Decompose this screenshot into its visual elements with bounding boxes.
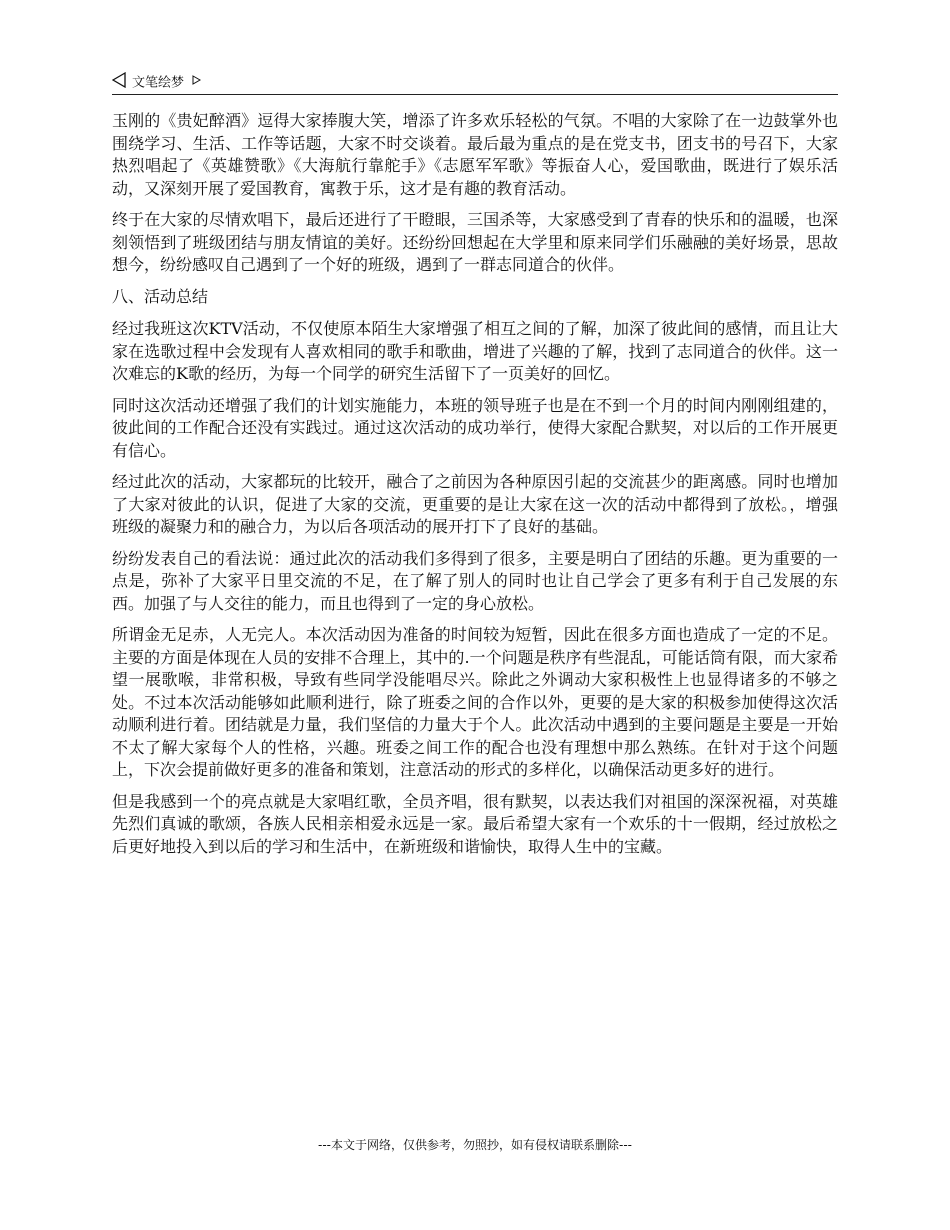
paragraph: 终于在大家的尽情欢唱下，最后还进行了干瞪眼，三国杀等，大家感受到了青春的快乐和的温暖，也深刻领悟到了班级团结与朋友情谊的美好。还纷纷回想起在大学里和原来同学们乐融融的美好场景，思故想今，纷纷感叹自己遇到了一个好的班级，遇到了一群志同道合的伙伴。 [112,210,838,274]
paragraph: 所谓金无足赤，人无完人。本次活动因为准备的时间较为短暂，因此在很多方面也造成了一定的不足。主要的方面是体现在人员的安排不合理上，其中的.一个问题是秩序有些混乱，可能话筒有限，而大家希望一展歌喉，非常积极，导致有些同学没能唱尽兴。除此之外调动大家积极性上也显得诸多的不够之处。不过本次活动能够如此顺利进行，除了班委之间的合作以外，更要的是大家的积极参加使得这次活动顺利进行着。团结就是力量，我们坚信的力量大于个人。此次活动中遇到的主要问题是主要是一开始不太了解大家每个人的性格，兴趣。班委之间工作的配合也没有理想中那么熟练。在针对于这个问题上，下次会提前做好更多的准备和策划，注意活动的形式的多样化，以确保活动更多好的进行。 [112,625,838,779]
paragraph: 同时这次活动还增强了我们的计划实施能力，本班的领导班子也是在不到一个月的时间内刚刚组建的，彼此间的工作配合还没有实践过。通过这次活动的成功举行，使得大家配合默契，对以后的工作开展更有信心。 [112,395,838,460]
paragraph: 但是我感到一个的亮点就是大家唱红歌，全员齐唱，很有默契，以表达我们对祖国的深深祝福，对英雄先烈们真诚的歌颂，各族人民相亲相爱永远是一家。最后希望大家有一个欢乐的十一假期，经过放松之后更好地投入到以后的学习和生活中，在新班级和谐愉快，取得人生中的宝藏。 [112,791,838,856]
paragraph: 玉刚的《贵妃醉酒》逗得大家捧腹大笑，增添了许多欢乐轻松的气氛。不唱的大家除了在一边鼓掌外也围绕学习、生活、工作等话题，大家不时交谈着。最后最为重点的是在党支书，团支书的号召下，大家热烈唱起了《英雄赞歌》《大海航行靠舵手》《志愿军军歌》等振奋人心，爱国歌曲，既进行了娱乐活动，又深刻开展了爱国教育，寓教于乐，这才是有趣的教育活动。 [112,111,838,198]
triangle-right-small-icon [192,72,201,92]
page-header [112,72,838,95]
footer-disclaimer: ---本文于网络，仅供参考，勿照抄，如有侵权请联系删除--- [318,1138,632,1152]
paragraph: 经过此次的活动，大家都玩的比较开，融合了之前因为各种原因引起的交流甚少的距离感。同时也增加了大家对彼此的认识，促进了大家的交流，更重要的是让大家在这一次的活动中都得到了放松。，增强班级的凝聚力和的融合力，为以后各项活动的展开打下了良好的基础。 [112,472,838,536]
section-heading: 八、活动总结 [112,286,209,306]
paragraph: 经过我班这次KTV活动，不仅使原本陌生大家增强了相互之间的了解，加深了彼此间的感情，而且让大家在选歌过程中会发现有人喜欢相同的歌手和歌曲，增进了兴趣的了解，找到了志同道合的伙伴。这一次难忘的K歌的经历，为每一个同学的研究生活留下了一页美好的回忆。 [112,319,838,383]
header-title: 文笔绘梦 [132,75,185,91]
paragraph: 纷纷发表自己的看法说：通过此次的活动我们多得到了很多，主要是明白了团结的乐趣。更为重要的一点是，弥补了大家平日里交流的不足，在了解了别人的同时也让自己学会了更多有利于自己发展的东西。加强了与人交往的能力，而且也得到了一定的身心放松。 [112,548,838,613]
document-body [112,110,838,867]
triangle-left-outline-icon [112,72,126,95]
